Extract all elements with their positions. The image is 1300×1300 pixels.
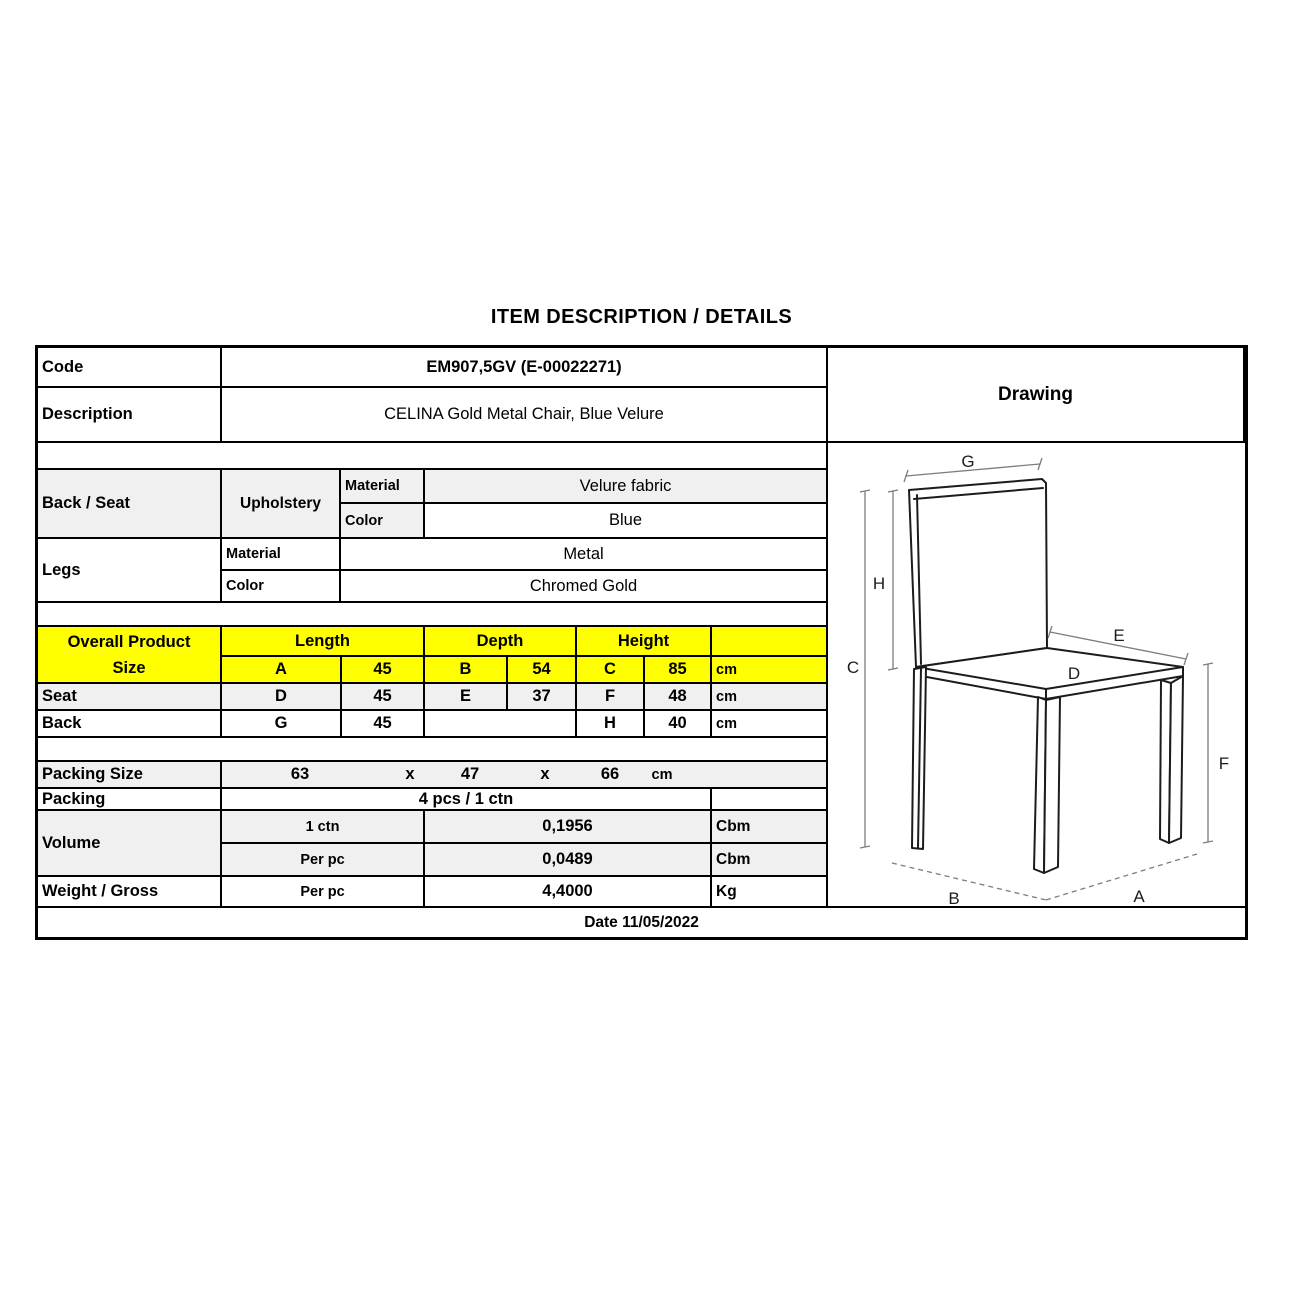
dim-d-value: 45: [342, 684, 425, 711]
upholstery-material-value: Velure fabric: [425, 470, 828, 504]
packing-label: Packing: [38, 789, 222, 811]
spacer-row: [38, 443, 828, 470]
col-length: Length: [222, 627, 425, 657]
dim-a-value: 45: [342, 657, 425, 684]
dim-f: F: [577, 684, 645, 711]
volume-row2-value: 0,0489: [425, 844, 712, 877]
packing-value: 4 pcs / 1 ctn: [222, 789, 712, 811]
packing-size-depth: 47: [460, 765, 480, 783]
packing-size-value: [222, 762, 828, 789]
description-value: CELINA Gold Metal Chair, Blue Velure: [222, 388, 828, 443]
overall-unit: cm: [712, 657, 828, 684]
weight-unit: Kg: [712, 877, 828, 908]
chair-backrest: [909, 479, 1047, 667]
dim-f-value: 48: [645, 684, 712, 711]
dim-h: H: [577, 711, 645, 738]
drawing-label-f: F: [1218, 754, 1230, 773]
overall-size-label: Overall Product Size: [38, 627, 222, 684]
dim-b-value: 54: [508, 657, 577, 684]
packing-unit-empty: [712, 789, 828, 811]
weight-value: 4,4000: [425, 877, 712, 908]
drawing-label-e: E: [1113, 626, 1125, 645]
code-value: EM907,5GV (E-00022271): [222, 348, 828, 388]
drawing-label-g: G: [961, 452, 975, 471]
legs-material-value: Metal: [341, 539, 828, 571]
legs-material-label: Material: [222, 539, 341, 571]
dim-h-value: 40: [645, 711, 712, 738]
dim-g-value: 45: [342, 711, 425, 738]
dim-b: B: [425, 657, 508, 684]
volume-row1-key: 1 ctn: [222, 811, 425, 844]
upholstery-label: Upholstery: [222, 470, 341, 539]
spec-table: [35, 345, 1248, 940]
chair-leg-front-right-face: [1044, 697, 1060, 873]
weight-key: Per pc: [222, 877, 425, 908]
col-unit-empty: [712, 627, 828, 657]
date-row: Date 11/05/2022: [38, 908, 1245, 937]
upholstery-color-label: Color: [341, 504, 425, 539]
drawing-label-h: H: [872, 574, 886, 593]
packing-size-unit: cm: [651, 766, 673, 783]
back-label: Back: [38, 711, 222, 738]
drawing-title: Drawing: [828, 348, 1245, 443]
dim-a: A: [222, 657, 342, 684]
dim-g: G: [222, 711, 342, 738]
volume-row1-value: 0,1956: [425, 811, 712, 844]
drawing-label-b: B: [948, 889, 960, 907]
seat-unit: cm: [712, 684, 828, 711]
packing-size-height: 66: [600, 765, 620, 783]
dim-e-value: 37: [508, 684, 577, 711]
dim-e: E: [425, 684, 508, 711]
back-seat-label: Back / Seat: [38, 470, 222, 539]
seat-label: Seat: [38, 684, 222, 711]
dim-c-value: 85: [645, 657, 712, 684]
volume-row2-key: Per pc: [222, 844, 425, 877]
volume-row2-unit: Cbm: [712, 844, 828, 877]
spacer-row: [38, 738, 828, 762]
drawing-label-d: D: [1067, 664, 1081, 683]
packing-size-label: Packing Size: [38, 762, 222, 789]
dim-d: D: [222, 684, 342, 711]
legs-label: Legs: [38, 539, 222, 603]
col-height: Height: [577, 627, 712, 657]
drawing-label-a: A: [1133, 887, 1145, 906]
page-title: ITEM DESCRIPTION / DETAILS: [490, 305, 793, 328]
chair-leg-right-right-face: [1169, 676, 1183, 843]
volume-row1-unit: Cbm: [712, 811, 828, 844]
weight-label: Weight / Gross: [38, 877, 222, 908]
volume-label: Volume: [38, 811, 222, 877]
col-depth: Depth: [425, 627, 577, 657]
dim-c: C: [577, 657, 645, 684]
packing-size-x2: x: [540, 765, 550, 783]
drawing-panel: [828, 443, 1245, 908]
spacer-row: [38, 603, 828, 627]
packing-size-x1: x: [405, 765, 415, 783]
chair-drawing: [828, 442, 1245, 907]
legs-color-value: Chromed Gold: [341, 571, 828, 603]
description-label: Description: [38, 388, 222, 443]
upholstery-color-value: Blue: [425, 504, 828, 539]
packing-size-length: 63: [290, 765, 310, 783]
drawing-label-c: C: [846, 658, 860, 677]
legs-color-label: Color: [222, 571, 341, 603]
code-label: Code: [38, 348, 222, 388]
back-depth-empty: [425, 711, 577, 738]
upholstery-material-label: Material: [341, 470, 425, 504]
back-unit: cm: [712, 711, 828, 738]
